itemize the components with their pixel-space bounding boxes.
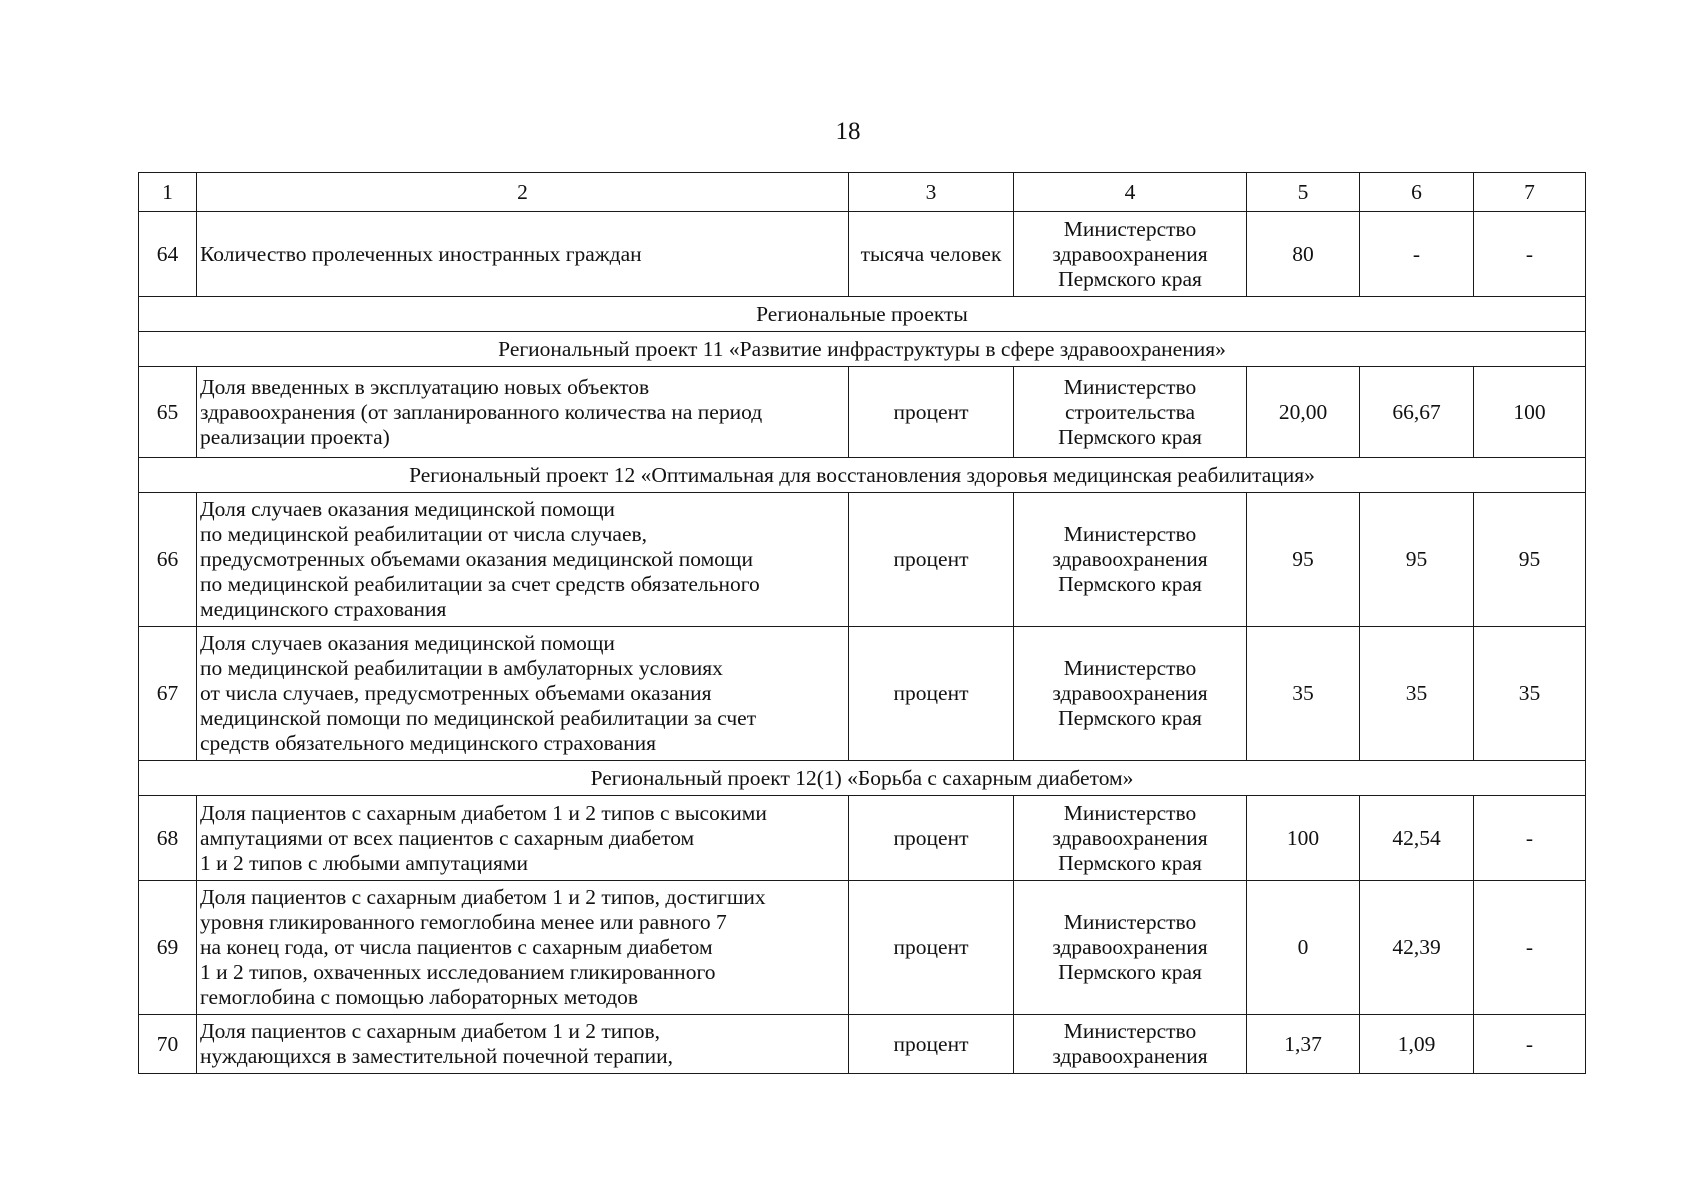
indicator-line: ампутациями от всех пациентов с сахарным диабетом xyxy=(200,825,695,850)
responsible-line: Пермского края xyxy=(1058,424,1202,449)
value-col5: 100 xyxy=(1247,796,1360,881)
unit-cell: процент xyxy=(849,493,1014,627)
indicator-line: на конец года, от числа пациентов с сахарным диабетом xyxy=(200,935,713,959)
value-col6: - xyxy=(1360,212,1474,297)
indicator-line: уровня гликированного гемоглобина менее или равного 7 xyxy=(200,910,727,934)
indicator-name: Количество пролеченных иностранных граждан xyxy=(197,212,849,297)
value-col6: 42,39 xyxy=(1360,881,1474,1015)
row-number: 68 xyxy=(139,796,197,881)
unit-cell: процент xyxy=(849,367,1014,458)
indicator-line: гемоглобина с помощью лабораторных методов xyxy=(200,985,639,1009)
value-col5: 1,37 xyxy=(1247,1015,1360,1074)
responsible-cell xyxy=(1014,1015,1247,1074)
indicator-line: по медицинской реабилитации за счет средств обязательного xyxy=(200,572,760,596)
row-number: 70 xyxy=(139,1015,197,1074)
value-col7: 100 xyxy=(1474,367,1586,458)
row-number: 64 xyxy=(139,212,197,297)
header-cell: 4 xyxy=(1014,173,1247,212)
unit-cell: тысяча человек xyxy=(849,212,1014,297)
row-number: 66 xyxy=(139,493,197,627)
table-row xyxy=(139,212,1586,297)
header-cell: 2 xyxy=(197,173,849,212)
responsible-line: Министерство xyxy=(1063,800,1197,825)
responsible-line: Пермского края xyxy=(1058,266,1202,291)
indicator-name xyxy=(197,881,849,1015)
table-row xyxy=(139,881,1586,1015)
responsible-line: Министерство xyxy=(1063,910,1197,934)
unit-cell: процент xyxy=(849,1015,1014,1074)
header-cell: 5 xyxy=(1247,173,1360,212)
indicator-name xyxy=(197,367,849,458)
value-col6: 35 xyxy=(1360,627,1474,761)
section-title: Региональный проект 12(1) «Борьба с сахарным диабетом» xyxy=(139,761,1586,796)
indicator-name xyxy=(197,493,849,627)
value-col6: 95 xyxy=(1360,493,1474,627)
indicator-line: средств обязательного медицинского страхования xyxy=(200,731,656,755)
responsible-line: Пермского края xyxy=(1058,850,1202,875)
responsible-line: Пермского края xyxy=(1058,706,1202,730)
header-cell: 7 xyxy=(1474,173,1586,212)
indicator-name xyxy=(197,1015,849,1074)
indicator-line: по медицинской реабилитации в амбулаторных условиях xyxy=(200,656,723,680)
row-number: 69 xyxy=(139,881,197,1015)
responsible-line: здравоохранения xyxy=(1052,1044,1208,1068)
section-title: Региональные проекты xyxy=(139,297,1586,332)
indicator-line: медицинского страхования xyxy=(200,597,447,621)
responsible-line: Министерство xyxy=(1063,1019,1197,1043)
indicator-line: Доля пациентов с сахарным диабетом 1 и 2 типов с высокими xyxy=(200,800,767,825)
responsible-line: здравоохранения xyxy=(1052,825,1208,850)
table-row xyxy=(139,367,1586,458)
table-row xyxy=(139,796,1586,881)
indicator-line: здравоохранения (от запланированного количества на период xyxy=(200,399,763,424)
responsible-line: Пермского края xyxy=(1058,572,1202,596)
indicator-line: от числа случаев, предусмотренных объемами оказания xyxy=(200,681,712,705)
value-col5: 0 xyxy=(1247,881,1360,1015)
responsible-line: Министерство xyxy=(1063,216,1197,241)
responsible-line: здравоохранения xyxy=(1052,547,1208,571)
responsible-cell xyxy=(1014,796,1247,881)
section-row xyxy=(139,761,1586,796)
header-cell: 6 xyxy=(1360,173,1474,212)
indicator-line: Доля случаев оказания медицинской помощи xyxy=(200,631,615,655)
responsible-line: здравоохранения xyxy=(1052,935,1208,959)
unit-cell: процент xyxy=(849,627,1014,761)
responsible-cell xyxy=(1014,627,1247,761)
table-row xyxy=(139,627,1586,761)
value-col6: 1,09 xyxy=(1360,1015,1474,1074)
section-row xyxy=(139,332,1586,367)
indicator-line: 1 и 2 типов, охваченных исследованием гликированного xyxy=(200,960,716,984)
responsible-line: Пермского края xyxy=(1058,960,1202,984)
page-number: 18 xyxy=(835,118,861,145)
value-col7: - xyxy=(1474,212,1586,297)
indicator-line: 1 и 2 типов с любыми ампутациями xyxy=(200,850,529,875)
indicator-line: Доля случаев оказания медицинской помощи xyxy=(200,497,615,521)
indicator-line: Доля введенных в эксплуатацию новых объектов xyxy=(200,374,650,399)
value-col6: 42,54 xyxy=(1360,796,1474,881)
indicators-table xyxy=(138,172,1586,1074)
value-col7: 35 xyxy=(1474,627,1586,761)
value-col7: - xyxy=(1474,796,1586,881)
responsible-line: здравоохранения xyxy=(1052,241,1208,266)
indicator-line: реализации проекта) xyxy=(200,424,390,449)
row-number: 67 xyxy=(139,627,197,761)
responsible-line: строительства xyxy=(1064,399,1196,424)
responsible-line: здравоохранения xyxy=(1052,681,1208,705)
value-col7: - xyxy=(1474,881,1586,1015)
table-row xyxy=(139,493,1586,627)
indicator-name xyxy=(197,796,849,881)
value-col5: 80 xyxy=(1247,212,1360,297)
value-col6: 66,67 xyxy=(1360,367,1474,458)
indicator-line: по медицинской реабилитации от числа случаев, xyxy=(200,522,648,546)
unit-cell: процент xyxy=(849,796,1014,881)
responsible-cell xyxy=(1014,493,1247,627)
section-row xyxy=(139,297,1586,332)
value-col7: - xyxy=(1474,1015,1586,1074)
header-row xyxy=(139,173,1586,212)
indicator-line: Доля пациентов с сахарным диабетом 1 и 2 типов, xyxy=(200,1019,661,1043)
value-col5: 20,00 xyxy=(1247,367,1360,458)
section-row xyxy=(139,458,1586,493)
indicator-line: медицинской помощи по медицинской реабилитации за счет xyxy=(200,706,757,730)
responsible-cell xyxy=(1014,212,1247,297)
value-col5: 95 xyxy=(1247,493,1360,627)
header-cell: 1 xyxy=(139,173,197,212)
indicator-line: Доля пациентов с сахарным диабетом 1 и 2 типов, достигших xyxy=(200,885,766,909)
indicator-name xyxy=(197,627,849,761)
responsible-cell xyxy=(1014,367,1247,458)
table-row xyxy=(139,1015,1586,1074)
responsible-line: Министерство xyxy=(1063,374,1197,399)
responsible-line: Министерство xyxy=(1063,522,1197,546)
value-col5: 35 xyxy=(1247,627,1360,761)
responsible-line: Министерство xyxy=(1063,656,1197,680)
section-title: Региональный проект 11 «Развитие инфраструктуры в сфере здравоохранения» xyxy=(139,332,1586,367)
responsible-cell xyxy=(1014,881,1247,1015)
header-cell: 3 xyxy=(849,173,1014,212)
row-number: 65 xyxy=(139,367,197,458)
indicator-line: нуждающихся в заместительной почечной терапии, xyxy=(200,1044,673,1068)
indicator-line: предусмотренных объемами оказания медицинской помощи xyxy=(200,547,753,571)
section-title: Региональный проект 12 «Оптимальная для восстановления здоровья медицинская реабилитация» xyxy=(139,458,1586,493)
value-col7: 95 xyxy=(1474,493,1586,627)
unit-cell: процент xyxy=(849,881,1014,1015)
